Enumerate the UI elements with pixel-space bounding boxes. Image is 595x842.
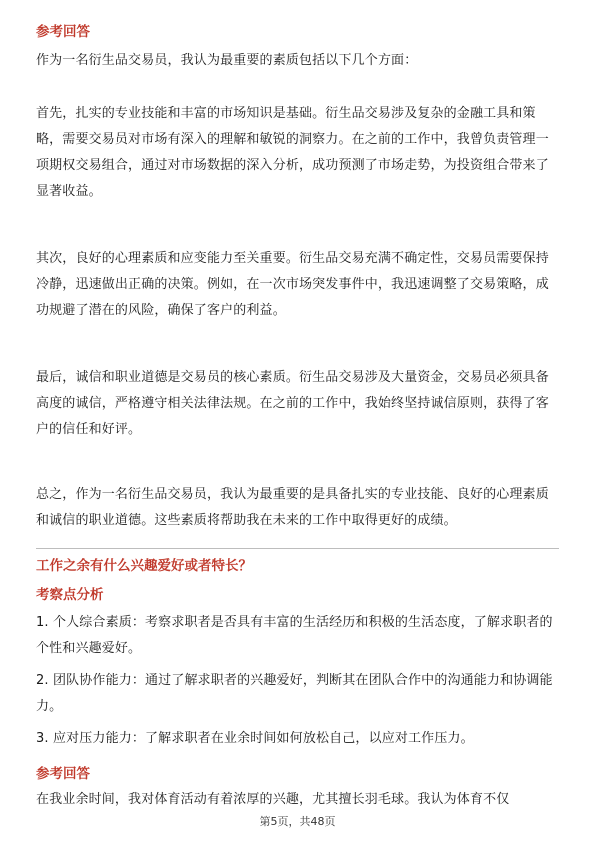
answer-paragraph-3: 最后，诚信和职业道德是交易员的核心素质。衍生品交易涉及大量资金，交易员必须具备高度的诚信，严格遵守相关法律法规。在之前的工作中，我始终坚持诚信原则，获得了客户的信任和好评。: [36, 370, 549, 437]
analysis-point-2: 2. 团队协作能力：通过了解求职者的兴趣爱好，判断其在团队合作中的沟通能力和协调能力。: [36, 673, 553, 714]
page-number: 第5页，共48页: [259, 815, 336, 828]
answer-paragraph-4: 总之，作为一名衍生品交易员，我认为最重要的是具备扎实的专业技能、良好的心理素质和诚信的职业道德。这些素质将帮助我在未来的工作中取得更好的成绩。: [36, 487, 549, 528]
answer-intro: 作为一名衍生品交易员，我认为最重要的素质包括以下几个方面：: [36, 53, 418, 68]
section-divider: [36, 548, 559, 549]
analysis-point-1: 1. 个人综合素质：考察求职者是否具有丰富的生活经历和积极的生活态度，了解求职者的个性和兴趣爱好。: [36, 615, 553, 656]
answer-heading-2: 参考回答: [36, 766, 90, 782]
answer-paragraph-2: 其次，良好的心理素质和应变能力至关重要。衍生品交易充满不确定性，交易员需要保持冷静，迅速做出正确的决策。例如，在一次市场突发事件中，我迅速调整了交易策略，成功规避了潜在的风险，确保了客户的利益。: [36, 251, 549, 318]
analysis-point-3: 3. 应对压力能力：了解求职者在业余时间如何放松自己，以应对工作压力。: [36, 731, 474, 746]
analysis-heading: 考察点分析: [36, 587, 104, 603]
question-heading: 工作之余有什么兴趣爱好或者特长？: [36, 558, 252, 574]
answer-start: 在我业余时间，我对体育活动有着浓厚的兴趣，尤其擅长羽毛球。我认为体育不仅: [36, 792, 510, 807]
answer-paragraph-1: 首先，扎实的专业技能和丰富的市场知识是基础。衍生品交易涉及复杂的金融工具和策略，需要交易员对市场有深入的理解和敏锐的洞察力。在之前的工作中，我曾负责管理一项期权交易组合，通过对市场数据的深入分析，成功预测了市场走势，为投资组合带来了显著收益。: [36, 106, 549, 199]
answer-heading: 参考回答: [36, 24, 90, 40]
